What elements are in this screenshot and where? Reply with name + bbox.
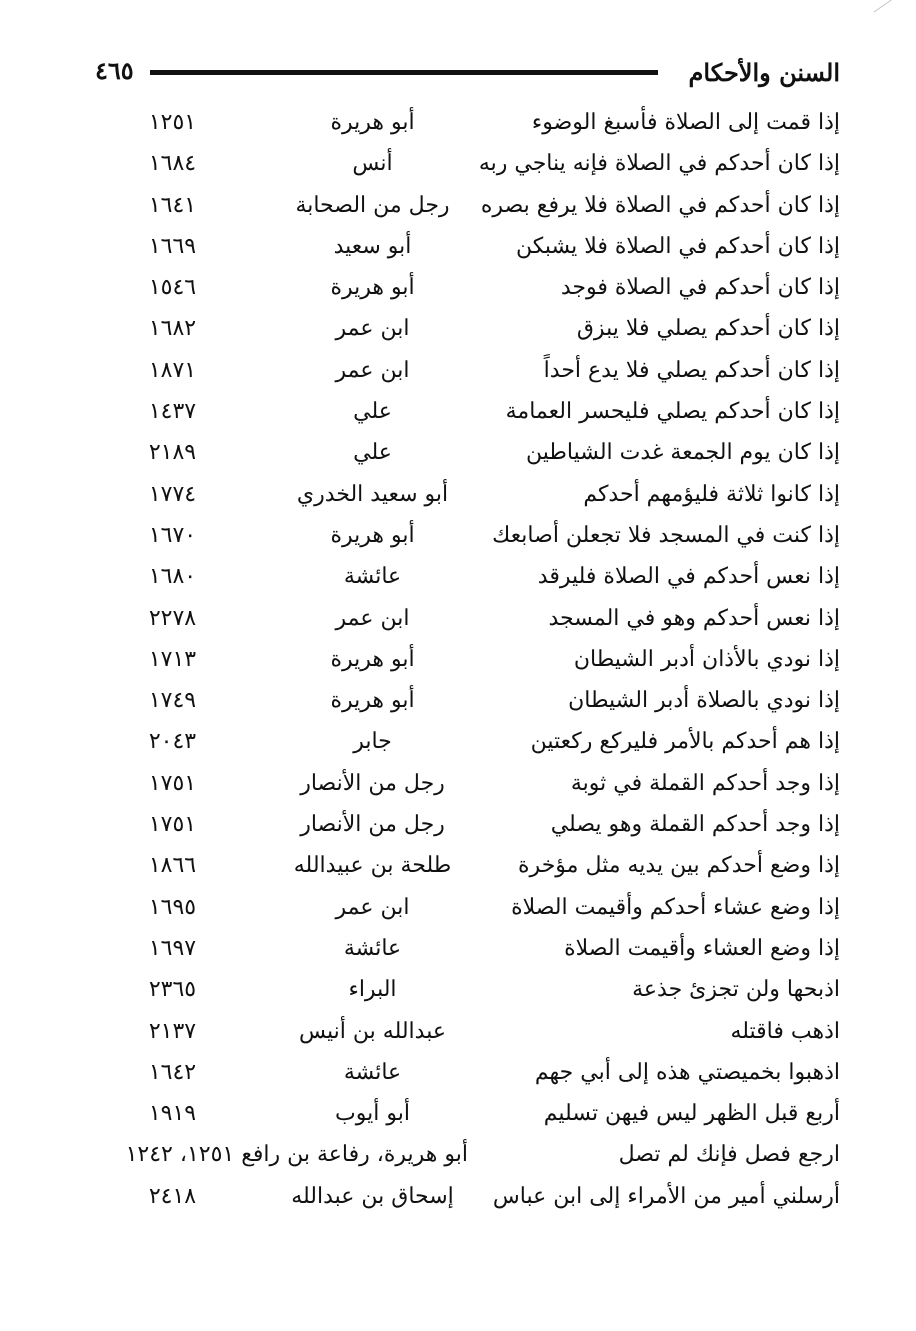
narrator-name: عائشة <box>343 935 402 961</box>
index-row <box>95 556 840 597</box>
narrator-name: أبو هريرة <box>330 688 415 714</box>
hadith-number: ٢٣٦٥ <box>148 977 197 1003</box>
hadith-text: إذا وضع العشاء وأقيمت الصلاة <box>564 935 840 961</box>
hadith-text: إذا كان أحدكم يصلي فليحسر العمامة <box>505 399 840 425</box>
hadith-text: إذا كان أحدكم في الصلاة فلا يرفع بصره <box>480 192 840 218</box>
hadith-number: ١٧٥١ <box>148 770 197 796</box>
index-row <box>95 804 840 845</box>
hadith-text: إذا كان يوم الجمعة غدت الشياطين <box>525 440 840 466</box>
hadith-number: ١٨٧١ <box>148 357 197 383</box>
index-row <box>95 639 840 680</box>
index-row <box>95 515 840 556</box>
index-row <box>95 432 840 473</box>
hadith-text: إذا نعس أحدكم وهو في المسجد <box>548 605 840 631</box>
hadith-number: ١٦٩٧ <box>148 935 197 961</box>
hadith-number: ١٧٥١ <box>148 812 197 838</box>
hadith-number: ١٦٦٩ <box>148 233 197 259</box>
hadith-text: أرسلني أمير من الأمراء إلى ابن عباس <box>492 1183 840 1209</box>
hadith-text: إذا كان أحدكم في الصلاة فإنه يناجي ربه <box>478 151 840 177</box>
index-row <box>95 1134 840 1175</box>
hadith-text: اذهب فاقتله <box>730 1018 840 1044</box>
index-table <box>95 102 840 1217</box>
hadith-number: ٢١٨٩ <box>148 440 197 466</box>
index-row <box>95 267 840 308</box>
index-row <box>95 680 840 721</box>
hadith-text: اذهبوا بخميصتي هذه إلى أبي جهم <box>534 1059 840 1085</box>
index-row <box>95 102 840 143</box>
index-row <box>95 474 840 515</box>
hadith-text: إذا كان أحدكم يصلي فلا يبزق <box>576 316 840 342</box>
hadith-text: إذا وجد أحدكم القملة في ثوبة <box>570 770 840 796</box>
index-row <box>95 185 840 226</box>
narrator-name: ابن عمر <box>335 605 410 631</box>
hadith-text: ارجع فصل فإنك لم تصل <box>618 1142 840 1168</box>
narrator-name: أبو هريرة، رفاعة بن رافع ١٢٥١، ١٢٤٢ <box>125 1142 468 1168</box>
hadith-text: إذا نودي بالأذان أدبر الشيطان <box>573 646 840 672</box>
hadith-number: ١٧١٣ <box>148 646 197 672</box>
narrator-name: أبو هريرة <box>330 522 415 548</box>
narrator-name: ابن عمر <box>335 316 410 342</box>
narrator-name: ابن عمر <box>335 894 410 920</box>
narrator-name: عائشة <box>343 564 402 590</box>
index-row <box>95 308 840 349</box>
hadith-text: إذا وجد أحدكم القملة وهو يصلي <box>550 812 840 838</box>
hadith-number: ١٦٨٢ <box>148 316 197 342</box>
hadith-text: إذا كانوا ثلاثة فليؤمهم أحدكم <box>583 481 840 507</box>
index-row <box>95 928 840 969</box>
index-row <box>95 350 840 391</box>
index-row <box>95 143 840 184</box>
hadith-text: إذا نعس أحدكم في الصلاة فليرقد <box>537 564 840 590</box>
narrator-name: رجل من الصحابة <box>295 192 450 218</box>
narrator-name: طلحة بن عبيدالله <box>293 853 452 879</box>
narrator-name: عبدالله بن أنيس <box>299 1018 446 1044</box>
narrator-name: أبو أيوب <box>335 1101 410 1127</box>
hadith-text: إذا هم أحدكم بالأمر فليركع ركعتين <box>530 729 840 755</box>
hadith-text: إذا وضع عشاء أحدكم وأقيمت الصلاة <box>511 894 840 920</box>
index-row <box>95 887 840 928</box>
index-row <box>95 1176 840 1217</box>
narrator-name: رجل من الأنصار <box>300 812 445 838</box>
narrator-name: علي <box>353 399 392 425</box>
hadith-number: ١٩١٩ <box>148 1101 197 1127</box>
hadith-number: ١٦٩٥ <box>148 894 197 920</box>
narrator-name: أنس <box>352 151 393 177</box>
narrator-name: عائشة <box>343 1059 402 1085</box>
narrator-name: ابن عمر <box>335 357 410 383</box>
narrator-name: أبو سعيد <box>333 233 412 259</box>
hadith-text: إذا نودي بالصلاة أدبر الشيطان <box>568 688 840 714</box>
index-row <box>95 763 840 804</box>
hadith-number: ١٢٥١ <box>148 110 197 135</box>
hadith-number: ١٥٤٦ <box>148 275 197 301</box>
index-row <box>95 1011 840 1052</box>
page-header <box>95 52 840 92</box>
hadith-number: ١٦٤١ <box>148 192 197 218</box>
hadith-number: ١٨٦٦ <box>148 853 197 879</box>
hadith-text: إذا كنت في المسجد فلا تجعلن أصابعك <box>492 522 840 548</box>
hadith-text: إذا كان أحدكم يصلي فلا يدع أحداً <box>543 357 840 383</box>
index-row <box>95 721 840 762</box>
hadith-text: أربع قبل الظهر ليس فيهن تسليم <box>543 1101 840 1127</box>
narrator-name: أبو سعيد الخدري <box>296 481 449 507</box>
hadith-number: ١٦٨٠ <box>148 564 197 590</box>
index-row <box>95 391 840 432</box>
index-row <box>95 226 840 267</box>
hadith-number: ١٦٨٤ <box>148 151 197 177</box>
narrator-name: جابر <box>353 729 392 755</box>
narrator-name: إسحاق بن عبدالله <box>291 1183 454 1209</box>
hadith-number: ٢٤١٨ <box>148 1183 197 1209</box>
index-row <box>95 1052 840 1093</box>
hadith-number: ٢١٣٧ <box>148 1018 197 1044</box>
hadith-number: ١٧٧٤ <box>148 481 197 507</box>
hadith-number: ١٦٧٠ <box>148 522 197 548</box>
hadith-text: إذا قمت إلى الصلاة فأسبغ الوضوء <box>531 110 840 135</box>
header-rule <box>150 70 658 75</box>
hadith-number: ٢٠٤٣ <box>148 729 197 755</box>
index-row <box>95 845 840 886</box>
page-number: ٤٦٥ <box>95 56 134 85</box>
hadith-text: إذا كان أحدكم في الصلاة فلا يشبكن <box>515 233 840 259</box>
narrator-name: أبو هريرة <box>330 110 415 135</box>
index-row <box>95 969 840 1010</box>
narrator-name: أبو هريرة <box>330 275 415 301</box>
corner-mark <box>874 0 901 24</box>
hadith-text: إذا وضع أحدكم بين يديه مثل مؤخرة <box>518 853 840 879</box>
narrator-name: البراء <box>348 977 397 1003</box>
index-row <box>95 598 840 639</box>
index-row <box>95 1093 840 1134</box>
hadith-text: اذبحها ولن تجزئ جذعة <box>632 977 840 1003</box>
hadith-text: إذا كان أحدكم في الصلاة فوجد <box>560 275 840 301</box>
running-title: السنن والأحكام <box>688 58 840 87</box>
hadith-number: ١٧٤٩ <box>148 688 197 714</box>
narrator-name: أبو هريرة <box>330 646 415 672</box>
hadith-number: ٢٢٧٨ <box>148 605 197 631</box>
narrator-name: رجل من الأنصار <box>300 770 445 796</box>
narrator-name: علي <box>353 440 392 466</box>
hadith-number: ١٤٣٧ <box>148 399 197 425</box>
hadith-number: ١٦٤٢ <box>148 1059 197 1085</box>
